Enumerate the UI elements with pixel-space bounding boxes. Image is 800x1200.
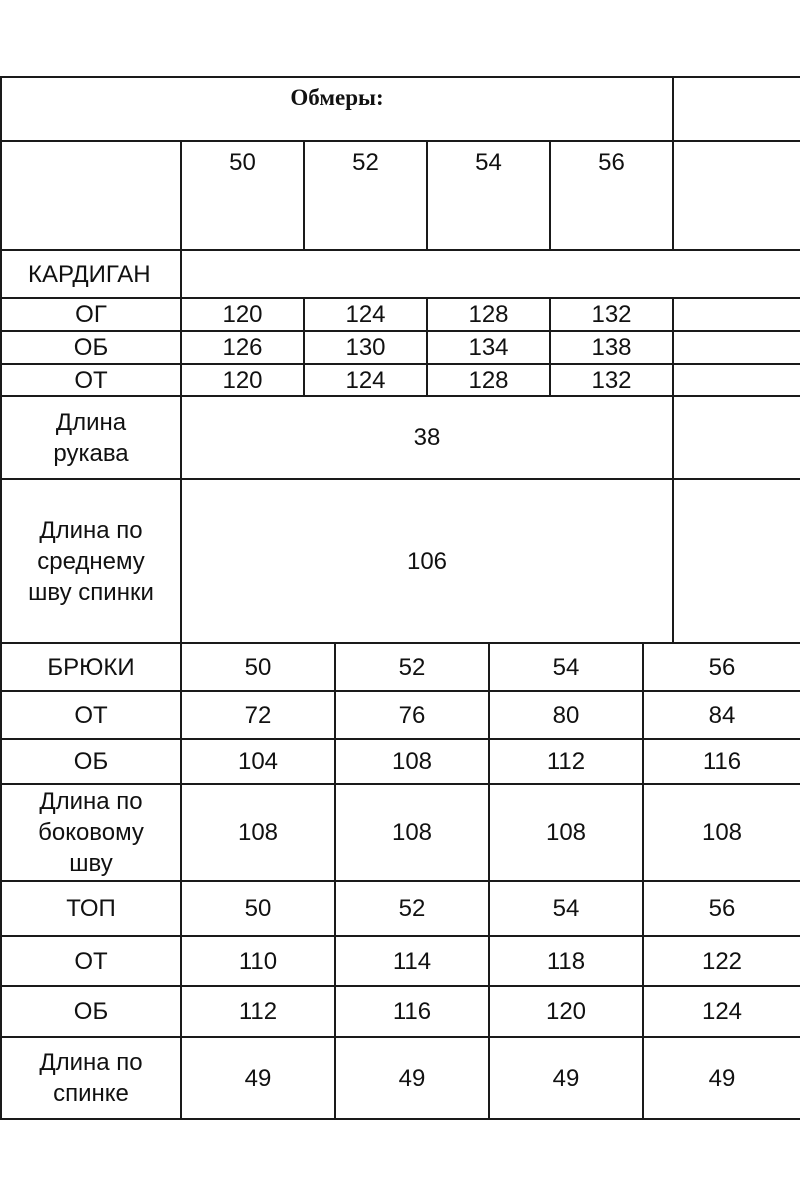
row-label: ОБ — [73, 998, 109, 1025]
table-cell: 114 — [392, 947, 432, 975]
row-label: ОГ — [75, 301, 107, 328]
table-cell: 110 — [238, 947, 278, 975]
row-label: ОТ — [74, 947, 108, 975]
table-cell: 80 — [552, 701, 580, 729]
table-cell: 138 — [591, 334, 632, 361]
table-cell: 128 — [468, 366, 509, 394]
table-cell: 124 — [345, 366, 386, 394]
table-cell: 108 — [701, 819, 743, 846]
table-cell: 122 — [701, 947, 743, 975]
table-cell: 116 — [392, 998, 432, 1025]
row-label: ОБ — [73, 748, 109, 775]
size-header-50: 50 — [229, 149, 256, 176]
table-cell: 118 — [546, 947, 586, 975]
size-header-54: 54 — [552, 653, 580, 681]
row-label: Длина по боковому шву — [38, 788, 144, 877]
row-label: ОТ — [74, 366, 108, 394]
table-cell: 120 — [545, 998, 587, 1025]
section-label-trousers: БРЮКИ — [47, 653, 135, 681]
table-cell: 49 — [552, 1064, 580, 1092]
size-header-50: 50 — [244, 653, 272, 681]
table-cell: 124 — [701, 998, 743, 1025]
row-label: ОТ — [74, 701, 108, 729]
table-cell: 120 — [222, 366, 263, 394]
grid-line — [672, 76, 674, 249]
row-label: Длина рукава — [53, 408, 129, 467]
table-cell: 112 — [546, 748, 586, 775]
table-cell: 49 — [244, 1064, 272, 1092]
table-cell: 108 — [237, 819, 279, 846]
table-cell: 106 — [406, 547, 448, 575]
table-cell: 104 — [237, 748, 279, 775]
table-cell: 124 — [345, 301, 386, 328]
size-header-56: 56 — [708, 653, 736, 681]
table-cell: 49 — [708, 1064, 736, 1092]
table-cell: 132 — [591, 366, 632, 394]
size-header-54: 54 — [552, 895, 580, 922]
size-header-54: 54 — [475, 149, 502, 176]
row-label: Длина по среднему шву спинки — [28, 516, 154, 606]
size-header-52: 52 — [352, 149, 379, 176]
size-header-56: 56 — [598, 149, 625, 176]
row-label: ОБ — [73, 334, 109, 361]
table-cell: 72 — [244, 701, 272, 729]
size-header-52: 52 — [398, 895, 426, 922]
table-cell: 126 — [222, 334, 263, 361]
row-label: Длина по спинке — [39, 1049, 143, 1107]
table-cell: 38 — [413, 424, 441, 451]
grid-line — [0, 1118, 800, 1120]
table-cell: 132 — [591, 301, 632, 328]
section-label-top: ТОП — [66, 895, 116, 922]
table-cell: 130 — [345, 334, 386, 361]
table-cell: 108 — [545, 819, 587, 846]
grid-line — [672, 297, 674, 642]
size-header-52: 52 — [398, 653, 426, 681]
table-cell: 108 — [391, 748, 433, 775]
table-cell: 84 — [708, 701, 736, 729]
size-header-50: 50 — [244, 895, 272, 922]
table-cell: 134 — [468, 334, 509, 361]
table-title: Обмеры: — [290, 84, 384, 110]
table-cell: 120 — [222, 301, 263, 328]
table-cell: 116 — [702, 748, 742, 775]
size-header-56: 56 — [708, 895, 736, 922]
table-cell: 112 — [238, 998, 278, 1025]
table-cell: 128 — [468, 301, 509, 328]
table-cell: 49 — [398, 1064, 426, 1092]
table-cell: 108 — [391, 819, 433, 846]
table-cell: 76 — [398, 701, 426, 729]
section-label-cardigan: КАРДИГАН — [28, 260, 151, 288]
